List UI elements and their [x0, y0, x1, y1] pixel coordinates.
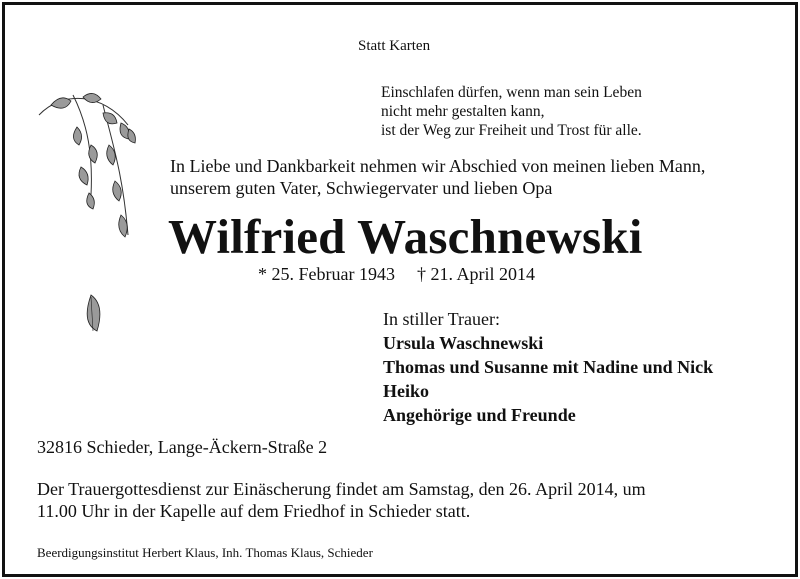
service-line: 11.00 Uhr in der Kapelle auf dem Friedhof in Schieder statt.	[37, 501, 471, 521]
intro-line: In Liebe und Dankbarkeit nehmen wir Abschied von meinen lieben Mann,	[170, 156, 706, 176]
verse-line: nicht mehr gestalten kann,	[381, 103, 545, 120]
birch-branch-icon	[33, 85, 153, 255]
death-date: † 21. April 2014	[416, 264, 535, 284]
mourners-block	[383, 307, 713, 427]
deceased-name: Wilfried Waschnewski	[168, 209, 643, 264]
intro-text	[170, 155, 705, 199]
address: 32816 Schieder, Lange-Äckern-Straße 2	[37, 437, 328, 457]
verse-line: Einschlafen dürfen, wenn man sein Leben	[381, 84, 642, 101]
statt-karten-label: Statt Karten	[358, 38, 431, 54]
falling-leaf-icon	[77, 293, 105, 339]
obituary-card	[2, 2, 798, 577]
mourner-name: Thomas und Susanne mit Nadine und Nick	[383, 357, 714, 377]
mourner-name: Ursula Waschnewski	[383, 333, 544, 353]
mourner-name: Heiko	[383, 381, 430, 401]
life-dates	[258, 264, 535, 285]
mourner-name: Angehörige und Freunde	[383, 405, 576, 425]
intro-line: unserem guten Vater, Schwiegervater und lieben Opa	[170, 178, 553, 198]
service-info	[37, 478, 646, 522]
verse	[381, 83, 642, 140]
verse-line: ist der Weg zur Freiheit und Trost für alle.	[381, 122, 642, 139]
funeral-home: Beerdigungsinstitut Herbert Klaus, Inh. Thomas Klaus, Schieder	[37, 545, 373, 560]
service-line: Der Trauergottesdienst zur Einäscherung findet am Samstag, den 26. April 2014, um	[37, 479, 646, 499]
birth-date: * 25. Februar 1943	[258, 264, 395, 284]
mourners-label: In stiller Trauer:	[383, 309, 500, 329]
